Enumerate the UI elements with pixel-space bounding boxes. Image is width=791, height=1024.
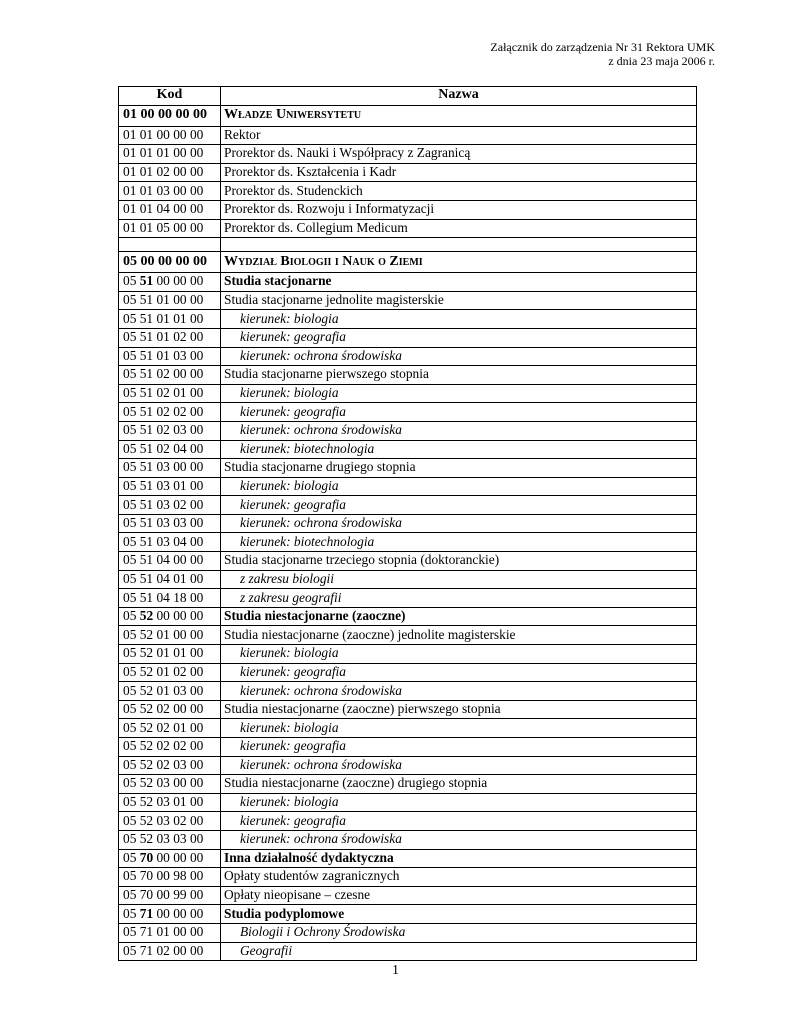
- code-part: 00 00 00: [153, 905, 204, 921]
- table-row: [119, 756, 697, 775]
- name-cell: kierunek: biologia: [221, 384, 697, 403]
- name-cell: kierunek: ochrona środowiska: [221, 756, 697, 775]
- table-row: [119, 942, 697, 961]
- name-cell: kierunek: geografia: [221, 496, 697, 515]
- table-row: [119, 496, 697, 515]
- header-line-1: Załącznik do zarządzenia Nr 31 Rektora UMK: [490, 40, 715, 54]
- code-cell: [119, 607, 221, 626]
- name-cell: kierunek: geografia: [221, 328, 697, 347]
- code-cell: 05 52 02 00 00: [119, 700, 221, 719]
- document-header: [490, 40, 715, 68]
- table-row: [119, 182, 697, 201]
- code-cell: 01 00 00 00 00: [119, 105, 221, 126]
- table-body: [119, 105, 697, 961]
- code-cell: 05 51 03 03 00: [119, 514, 221, 533]
- name-cell: kierunek: biologia: [221, 310, 697, 329]
- name-cell: Prorektor ds. Nauki i Współpracy z Zagranicą: [221, 145, 697, 164]
- header-line-2: z dnia 23 maja 2006 r.: [608, 54, 715, 68]
- table-row: [119, 200, 697, 219]
- code-cell: 05 51 04 18 00: [119, 589, 221, 608]
- page-number: 1: [392, 963, 399, 978]
- name-cell: kierunek: biologia: [221, 477, 697, 496]
- name-cell: Studia stacjonarne drugiego stopnia: [221, 459, 697, 478]
- code-cell: 05 00 00 00 00: [119, 252, 221, 273]
- name-cell: kierunek: biotechnologia: [221, 533, 697, 552]
- table-row: [119, 589, 697, 608]
- table-row: [119, 905, 697, 924]
- code-cell: 01 01 02 00 00: [119, 163, 221, 182]
- code-part: 51: [139, 273, 154, 289]
- name-cell: Biologii i Ochrony Środowiska: [221, 923, 697, 942]
- code-cell: 05 52 03 00 00: [119, 775, 221, 794]
- table-row: [119, 886, 697, 905]
- code-cell: 05 51 02 04 00: [119, 440, 221, 459]
- table-row: [119, 477, 697, 496]
- code-cell: 05 51 03 01 00: [119, 477, 221, 496]
- code-cell: 01 01 00 00 00: [119, 126, 221, 145]
- code-part: 00 00 00: [153, 849, 204, 865]
- table-row: [119, 645, 697, 664]
- table-row: [119, 366, 697, 385]
- section-row: [119, 252, 697, 273]
- code-cell: 05 51 02 02 00: [119, 403, 221, 422]
- section-row: [119, 105, 697, 126]
- name-cell: Studia niestacjonarne (zaoczne) jednolite magisterskie: [221, 626, 697, 645]
- name-cell: kierunek: ochrona środowiska: [221, 514, 697, 533]
- code-cell: 05 52 02 03 00: [119, 756, 221, 775]
- name-cell: Inna działalność dydaktyczna: [221, 849, 697, 868]
- code-table: [118, 86, 697, 961]
- table-row: [119, 793, 697, 812]
- code-cell: 05 51 03 02 00: [119, 496, 221, 515]
- code-cell: 05 51 01 00 00: [119, 291, 221, 310]
- code-cell: [119, 849, 221, 868]
- table-row: [119, 163, 697, 182]
- table-row: [119, 700, 697, 719]
- table-row: [119, 868, 697, 887]
- code-cell: 05 52 03 03 00: [119, 830, 221, 849]
- table-row: [119, 403, 697, 422]
- name-cell: kierunek: ochrona środowiska: [221, 682, 697, 701]
- name-cell: Studia stacjonarne trzeciego stopnia (doktoranckie): [221, 552, 697, 571]
- name-cell: kierunek: ochrona środowiska: [221, 830, 697, 849]
- code-part: 00 00 00: [153, 273, 204, 289]
- code-cell: 05 71 01 00 00: [119, 923, 221, 942]
- code-cell: 05 52 03 01 00: [119, 793, 221, 812]
- code-cell: 01 01 03 00 00: [119, 182, 221, 201]
- table-row: [119, 775, 697, 794]
- code-cell: 05 52 01 03 00: [119, 682, 221, 701]
- name-cell: kierunek: biologia: [221, 719, 697, 738]
- code-part: 71: [139, 905, 154, 921]
- name-cell: z zakresu geografii: [221, 589, 697, 608]
- code-part: 05: [123, 849, 140, 865]
- table-row: [119, 310, 697, 329]
- code-part: 05: [123, 905, 140, 921]
- table-row: [119, 552, 697, 571]
- table-row: [119, 923, 697, 942]
- name-cell: Opłaty nieopisane – czesne: [221, 886, 697, 905]
- code-cell: [119, 905, 221, 924]
- code-cell: 01 01 04 00 00: [119, 200, 221, 219]
- code-part: 00 00 00: [153, 608, 204, 624]
- name-cell: Studia stacjonarne: [221, 273, 697, 292]
- table-row: [119, 459, 697, 478]
- table-row: [119, 384, 697, 403]
- code-cell: 05 71 02 00 00: [119, 942, 221, 961]
- table-row: [119, 830, 697, 849]
- code-cell: 05 52 02 02 00: [119, 738, 221, 757]
- name-cell: Studia niestacjonarne (zaoczne) drugiego stopnia: [221, 775, 697, 794]
- name-cell: Prorektor ds. Collegium Medicum: [221, 219, 697, 238]
- code-cell: 05 70 00 98 00: [119, 868, 221, 887]
- table-row: [119, 849, 697, 868]
- table-row: [119, 719, 697, 738]
- code-cell: 05 52 01 01 00: [119, 645, 221, 664]
- name-cell: Wydział Biologii i Nauk o Ziemi: [221, 252, 697, 273]
- column-header-code: Kod: [119, 87, 221, 106]
- table-row: [119, 812, 697, 831]
- name-cell: kierunek: biologia: [221, 793, 697, 812]
- name-cell: Prorektor ds. Rozwoju i Informatyzacji: [221, 200, 697, 219]
- code-cell: 05 51 01 02 00: [119, 328, 221, 347]
- code-part: 05: [123, 608, 140, 624]
- name-cell: [221, 238, 697, 252]
- name-cell: Studia niestacjonarne (zaoczne) pierwszego stopnia: [221, 700, 697, 719]
- code-cell: 05 51 04 01 00: [119, 570, 221, 589]
- column-header-name: Nazwa: [221, 87, 697, 106]
- name-cell: kierunek: geografia: [221, 812, 697, 831]
- code-cell: 05 52 01 00 00: [119, 626, 221, 645]
- code-cell: 05 51 03 04 00: [119, 533, 221, 552]
- name-cell: Prorektor ds. Studenckich: [221, 182, 697, 201]
- name-cell: kierunek: ochrona środowiska: [221, 421, 697, 440]
- name-cell: Rektor: [221, 126, 697, 145]
- code-cell: 01 01 01 00 00: [119, 145, 221, 164]
- table-row: [119, 421, 697, 440]
- code-part: 52: [139, 608, 154, 624]
- table-row: [119, 126, 697, 145]
- code-cell: [119, 273, 221, 292]
- name-cell: Opłaty studentów zagranicznych: [221, 868, 697, 887]
- name-cell: z zakresu biologii: [221, 570, 697, 589]
- code-cell: 05 51 02 03 00: [119, 421, 221, 440]
- code-cell: 05 51 01 03 00: [119, 347, 221, 366]
- code-cell: 05 52 01 02 00: [119, 663, 221, 682]
- code-cell: 05 51 02 00 00: [119, 366, 221, 385]
- code-part: 05: [123, 273, 140, 289]
- code-cell: 05 51 03 00 00: [119, 459, 221, 478]
- code-cell: 05 52 03 02 00: [119, 812, 221, 831]
- table-row: [119, 738, 697, 757]
- table-row: [119, 219, 697, 238]
- name-cell: Prorektor ds. Kształcenia i Kadr: [221, 163, 697, 182]
- table-row: [119, 533, 697, 552]
- code-cell: 01 01 05 00 00: [119, 219, 221, 238]
- code-cell: [119, 238, 221, 252]
- name-cell: Studia stacjonarne pierwszego stopnia: [221, 366, 697, 385]
- table-row: [119, 347, 697, 366]
- table-row: [119, 682, 697, 701]
- name-cell: kierunek: geografia: [221, 403, 697, 422]
- name-cell: Studia podyplomowe: [221, 905, 697, 924]
- name-cell: kierunek: biotechnologia: [221, 440, 697, 459]
- code-cell: 05 51 02 01 00: [119, 384, 221, 403]
- code-cell: 05 51 01 01 00: [119, 310, 221, 329]
- table-row: [119, 328, 697, 347]
- table-row: [119, 607, 697, 626]
- name-cell: kierunek: geografia: [221, 738, 697, 757]
- table-header-row: [119, 87, 697, 106]
- name-cell: Geografii: [221, 942, 697, 961]
- name-cell: kierunek: ochrona środowiska: [221, 347, 697, 366]
- blank-row: [119, 238, 697, 252]
- code-part: 70: [139, 849, 154, 865]
- table-row: [119, 626, 697, 645]
- table-row: [119, 145, 697, 164]
- name-cell: kierunek: biologia: [221, 645, 697, 664]
- code-cell: 05 52 02 01 00: [119, 719, 221, 738]
- table-row: [119, 663, 697, 682]
- name-cell: Władze Uniwersytetu: [221, 105, 697, 126]
- table-row: [119, 514, 697, 533]
- code-cell: 05 70 00 99 00: [119, 886, 221, 905]
- table-row: [119, 273, 697, 292]
- table-row: [119, 440, 697, 459]
- name-cell: Studia niestacjonarne (zaoczne): [221, 607, 697, 626]
- name-cell: kierunek: geografia: [221, 663, 697, 682]
- name-cell: Studia stacjonarne jednolite magisterskie: [221, 291, 697, 310]
- table-row: [119, 291, 697, 310]
- table-row: [119, 570, 697, 589]
- code-cell: 05 51 04 00 00: [119, 552, 221, 571]
